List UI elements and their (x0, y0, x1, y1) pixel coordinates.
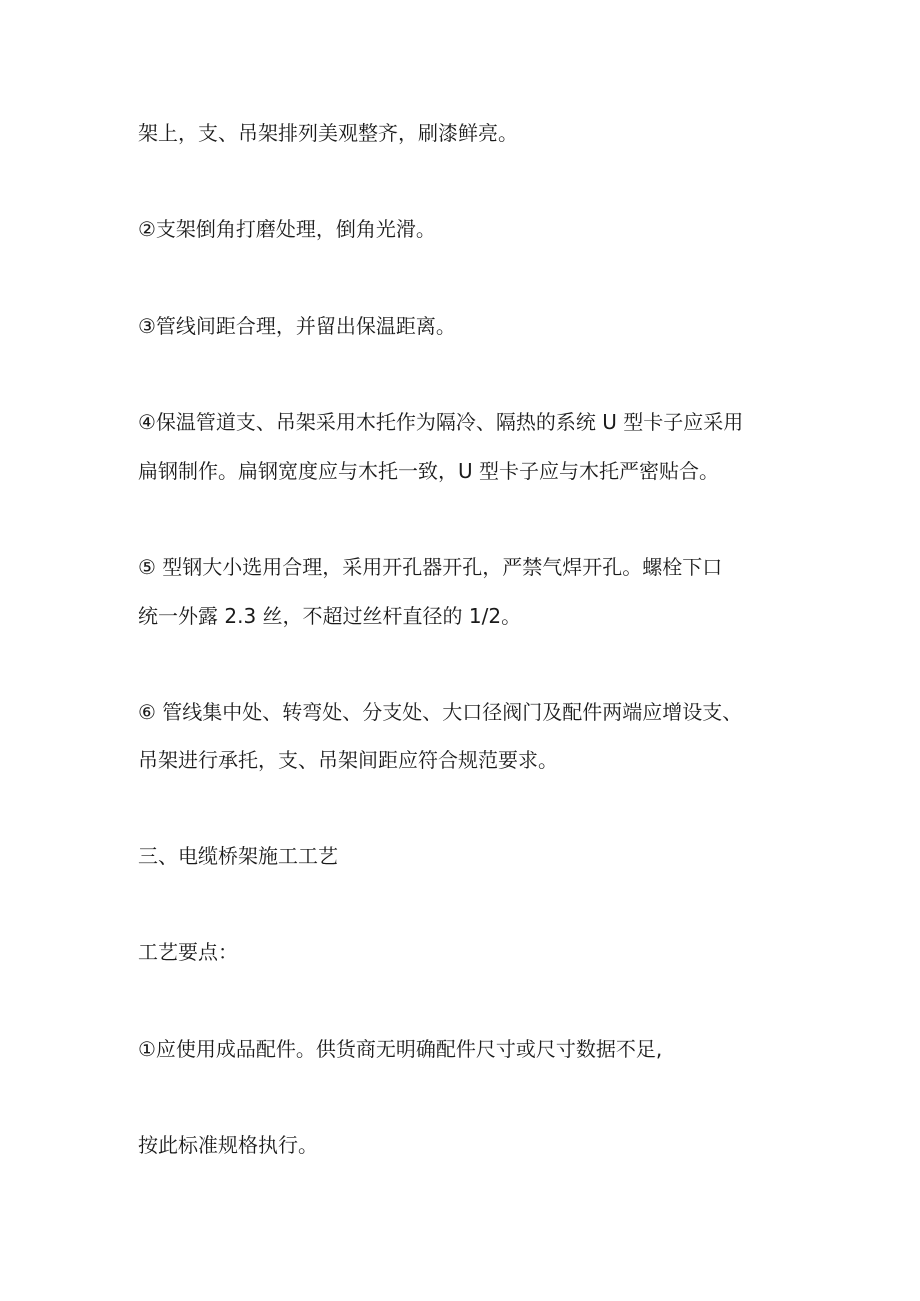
text-line-9: 吊架进行承托，支、吊架间距应符合规范要求。 (138, 748, 558, 772)
text-line-6: ⑤ 型钢大小选用合理，采用开孔器开孔，严禁气焊开孔。螺栓下口 (138, 555, 723, 579)
text-line-3: ③管线间距合理，并留出保温距离。 (138, 314, 456, 338)
text-line-7: 统一外露 2.3 丝，不超过丝杆直径的 1/2。 (138, 604, 522, 628)
text-line-13: 按此标准规格执行。 (138, 1133, 318, 1157)
text-line-8: ⑥ 管线集中处、转弯处、分支处、大口径阀门及配件两端应增设支、 (138, 700, 743, 724)
text-line-2: ②支架倒角打磨处理，倒角光滑。 (138, 217, 436, 241)
text-line-4: ④保温管道支、吊架采用木托作为隔冷、隔热的系统 U 型卡子应采用 (138, 410, 744, 434)
text-line-5: 扁钢制作。扁钢宽度应与木托一致，U 型卡子应与木托严密贴合。 (138, 459, 719, 483)
text-line-1: 架上，支、吊架排列美观整齐，刷漆鲜亮。 (138, 121, 518, 145)
text-line-12: ①应使用成品配件。供货商无明确配件尺寸或尺寸数据不足, (138, 1037, 663, 1061)
section-heading: 三、电缆桥架施工工艺 (138, 844, 338, 868)
subsection-heading: 工艺要点： (138, 940, 238, 964)
